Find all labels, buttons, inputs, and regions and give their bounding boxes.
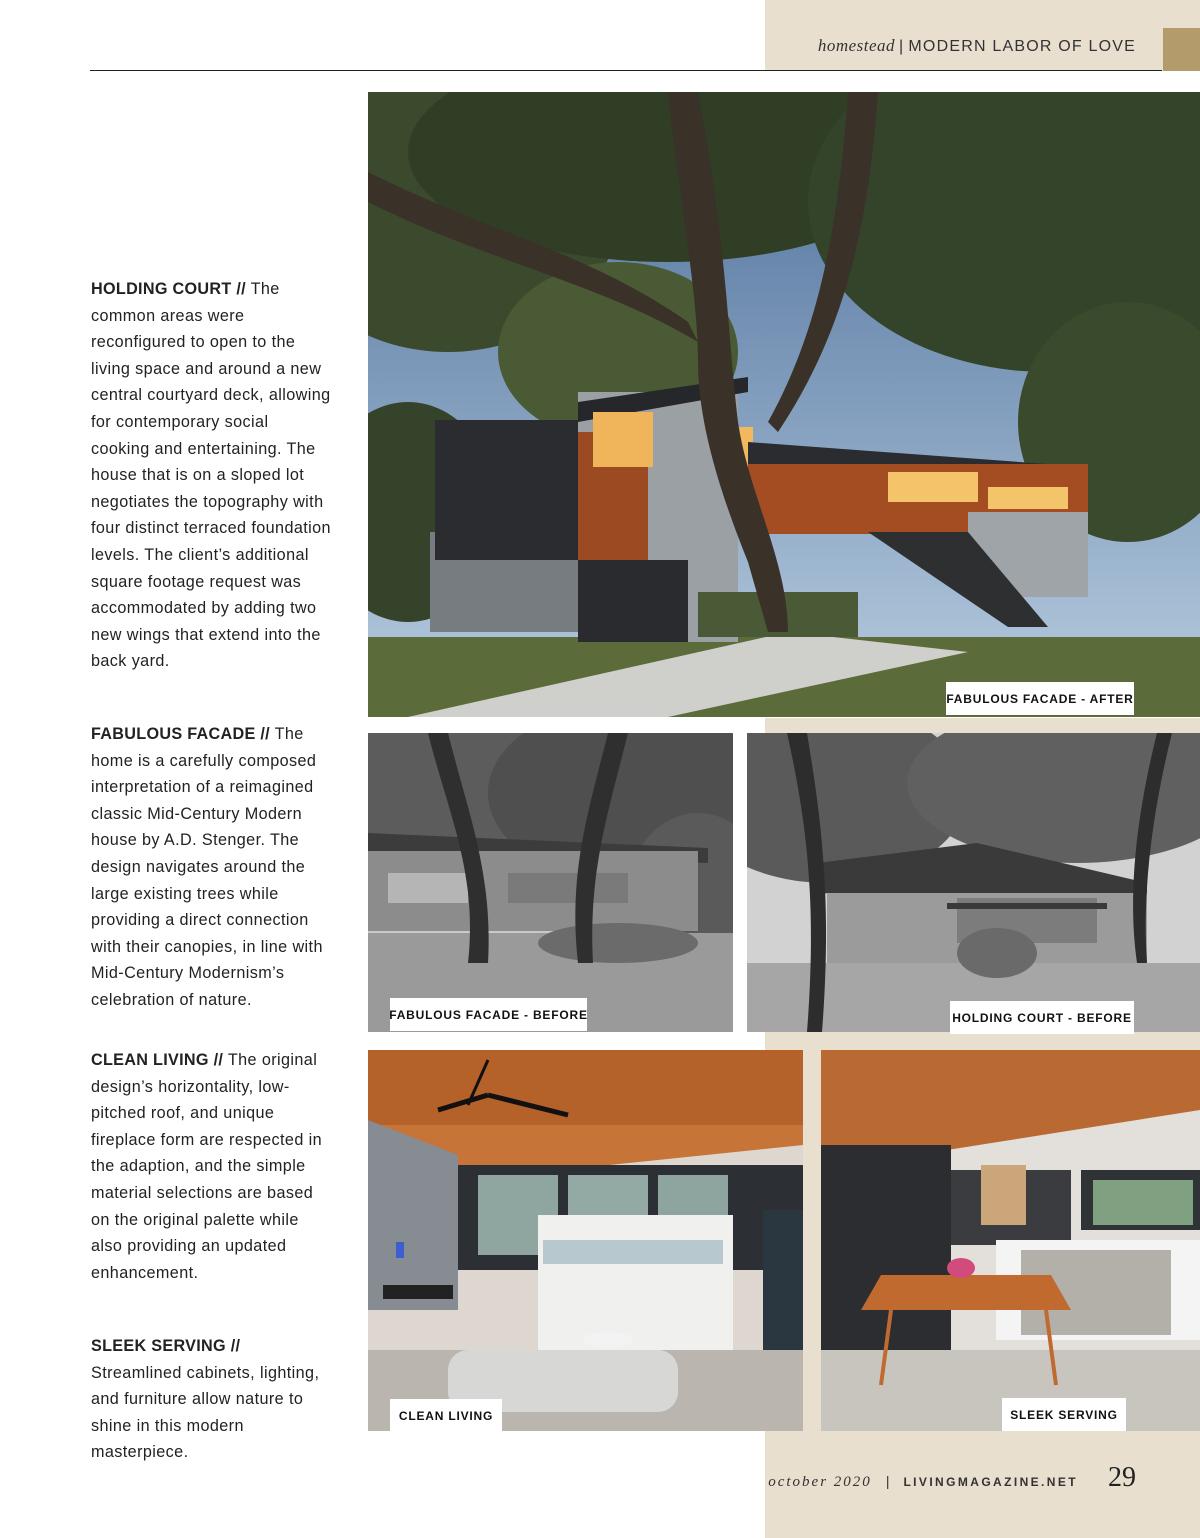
- story-body: The original design’s horizontality, low-pitched roof, and unique fireplace form are respected in the adaption, and the simple material selections are based on the original palette while also providing an updated enhancement.: [91, 1051, 323, 1282]
- story-holding-court: [91, 276, 331, 675]
- gold-tab: [1163, 28, 1200, 71]
- caption-holding-court-before: HOLDING COURT - BEFORE: [950, 1001, 1134, 1034]
- story-body: Streamlined cabinets, lighting, and furniture allow nature to shine in this modern masterpiece.: [91, 1363, 320, 1462]
- section-name: homestead: [817, 36, 896, 55]
- page-footer: [768, 1462, 1136, 1494]
- photo-holding-court-before: [747, 733, 1200, 1032]
- caption-facade-before: FABULOUS FACADE - BEFORE: [390, 998, 587, 1031]
- header-rule: [90, 70, 1162, 71]
- story-clean-living: [91, 1047, 331, 1286]
- issue-date: october 2020: [768, 1474, 872, 1490]
- caption-facade-after: FABULOUS FACADE - AFTER: [946, 682, 1134, 715]
- story-body: The home is a carefully composed interpretation of a reimagined classic Mid-Century Modern house by A.D. Stenger. The design navigates around the large existing trees while providing a direct connection with their canopies, in line with Mid-Century Modernism’s celebration of nature.: [91, 725, 323, 1009]
- photo-facade-before: [368, 733, 733, 1032]
- caption-clean-living: CLEAN LIVING: [390, 1399, 502, 1432]
- header-separator: |: [899, 38, 905, 55]
- article-title: MODERN LABOR OF LOVE: [908, 38, 1136, 55]
- story-fabulous-facade: [91, 721, 331, 1014]
- story-sleek-serving: [91, 1333, 331, 1466]
- page-number: 29: [1108, 1462, 1136, 1493]
- footer-separator: |: [885, 1473, 890, 1489]
- caption-sleek-serving: SLEEK SERVING: [1002, 1398, 1126, 1431]
- photo-clean-living: [368, 1050, 803, 1431]
- photo-sleek-serving: [821, 1050, 1200, 1431]
- story-lead: HOLDING COURT //: [91, 280, 246, 298]
- story-lead: SLEEK SERVING //: [91, 1337, 241, 1355]
- photo-facade-after: [368, 92, 1200, 717]
- story-body: The common areas were reconfigured to open to the living space and around a new central courtyard deck, allowing for contemporary social cooking and entertaining. The house that is on a sloped lot negotiates the topography with four distinct terraced foundation levels. The client’s additional square footage request was accommodated by adding two new wings that extend into the back yard.: [91, 280, 331, 671]
- story-lead: CLEAN LIVING //: [91, 1051, 224, 1069]
- story-lead: FABULOUS FACADE //: [91, 725, 270, 743]
- website-url: LIVINGMAGAZINE.NET: [903, 1475, 1078, 1489]
- running-header: [818, 36, 1136, 56]
